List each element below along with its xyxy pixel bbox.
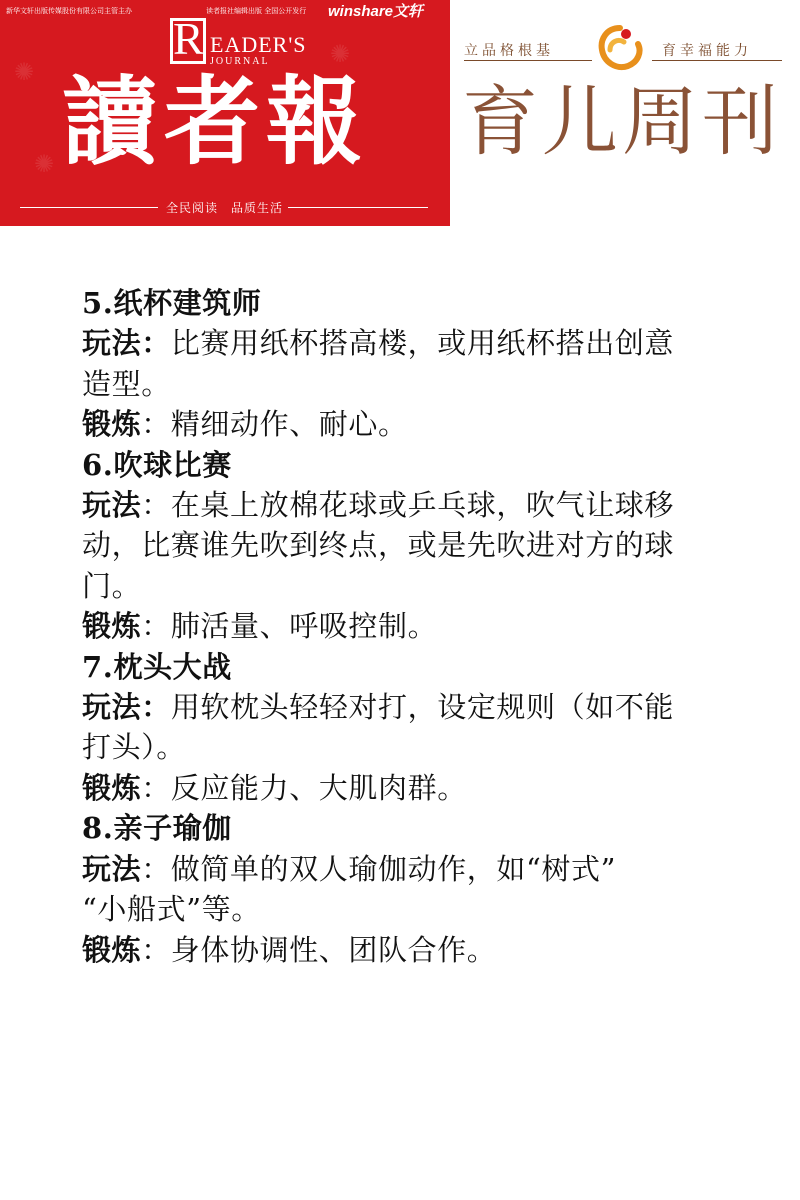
train-line <box>82 768 722 808</box>
slogan-rule-right <box>288 207 428 208</box>
play-text-continued: 动，比赛谁先吹到终点，或是先吹进对方的球 <box>82 528 675 563</box>
train-label: 锻炼 <box>82 407 142 442</box>
readers-journal-banner <box>0 0 450 226</box>
play-text-continued: 打头）。 <box>82 730 186 765</box>
play-label: 玩法 <box>82 488 142 523</box>
section-heading: 7.枕头大战 <box>82 649 232 684</box>
train-label: 锻炼 <box>82 609 142 644</box>
play-text-continued: 造型。 <box>82 366 171 401</box>
play-line <box>82 485 722 525</box>
play-line <box>82 849 722 889</box>
play-text-continued: “小船式”等。 <box>82 892 261 927</box>
tagline-right: 育幸福能力 <box>662 43 752 59</box>
publication-note: 读者报社编辑出版 全国公开发行 <box>206 7 307 15</box>
play-text: ：做简单的双人瑜伽动作，如“树式” <box>141 851 617 886</box>
weekly-title: 育儿周刊 <box>462 77 782 166</box>
page-header <box>0 0 800 226</box>
play-label: 玩法： <box>82 326 171 361</box>
brand-subtitle: JOURNAL <box>210 56 270 67</box>
game-section <box>82 445 722 647</box>
train-text: ：身体协调性、团队合作。 <box>141 932 497 967</box>
train-text: ：反应能力、大肌肉群。 <box>141 770 467 805</box>
play-text: ：在桌上放棉花球或乒乓球，吹气让球移 <box>141 488 675 523</box>
train-text: ：肺活量、呼吸控制。 <box>141 609 438 644</box>
play-label: 玩法 <box>82 851 142 886</box>
play-text-continued: 门。 <box>82 568 142 603</box>
tagline-rule-left <box>464 60 592 61</box>
brand-name: EADER'S <box>210 32 307 57</box>
ink-splash-decoration: ✺ <box>14 58 35 86</box>
train-line <box>82 606 722 646</box>
section-heading: 6.吹球比赛 <box>82 447 232 482</box>
game-section <box>82 808 722 970</box>
game-section <box>82 647 722 809</box>
play-text: 比赛用纸杯搭高楼，或用纸杯搭出创意 <box>170 326 675 361</box>
winshare-logo: winshare文轩 <box>328 3 424 20</box>
play-text: 用软枕头轻轻对打，设定规则（如不能 <box>170 690 675 725</box>
tagline-left: 立品格根基 <box>464 43 554 59</box>
swirl-emblem-icon <box>596 24 644 72</box>
publisher-note: 新华文轩出版传媒股份有限公司主管主办 <box>6 7 132 15</box>
train-line <box>82 930 722 970</box>
brand-initial: R <box>173 13 204 64</box>
play-label: 玩法： <box>82 690 171 725</box>
slogan-rule-left <box>20 207 158 208</box>
ink-splash-decoration: ✺ <box>34 150 55 178</box>
play-line <box>82 687 722 727</box>
train-text: ：精细动作、耐心。 <box>141 407 408 442</box>
train-label: 锻炼 <box>82 932 142 967</box>
slogan: 全民阅读 品质生活 <box>166 201 284 215</box>
calligraphy-title: 讀者報 <box>62 65 368 178</box>
game-section <box>82 283 722 445</box>
train-line <box>82 404 722 444</box>
ink-splash-decoration: ✺ <box>330 40 351 68</box>
play-line <box>82 323 722 363</box>
article-body <box>82 283 722 970</box>
section-heading: 5.纸杯建筑师 <box>82 286 262 320</box>
train-label: 锻炼 <box>82 770 142 805</box>
tagline-rule-right <box>652 60 782 61</box>
section-heading: 8.亲子瑜伽 <box>82 811 232 846</box>
